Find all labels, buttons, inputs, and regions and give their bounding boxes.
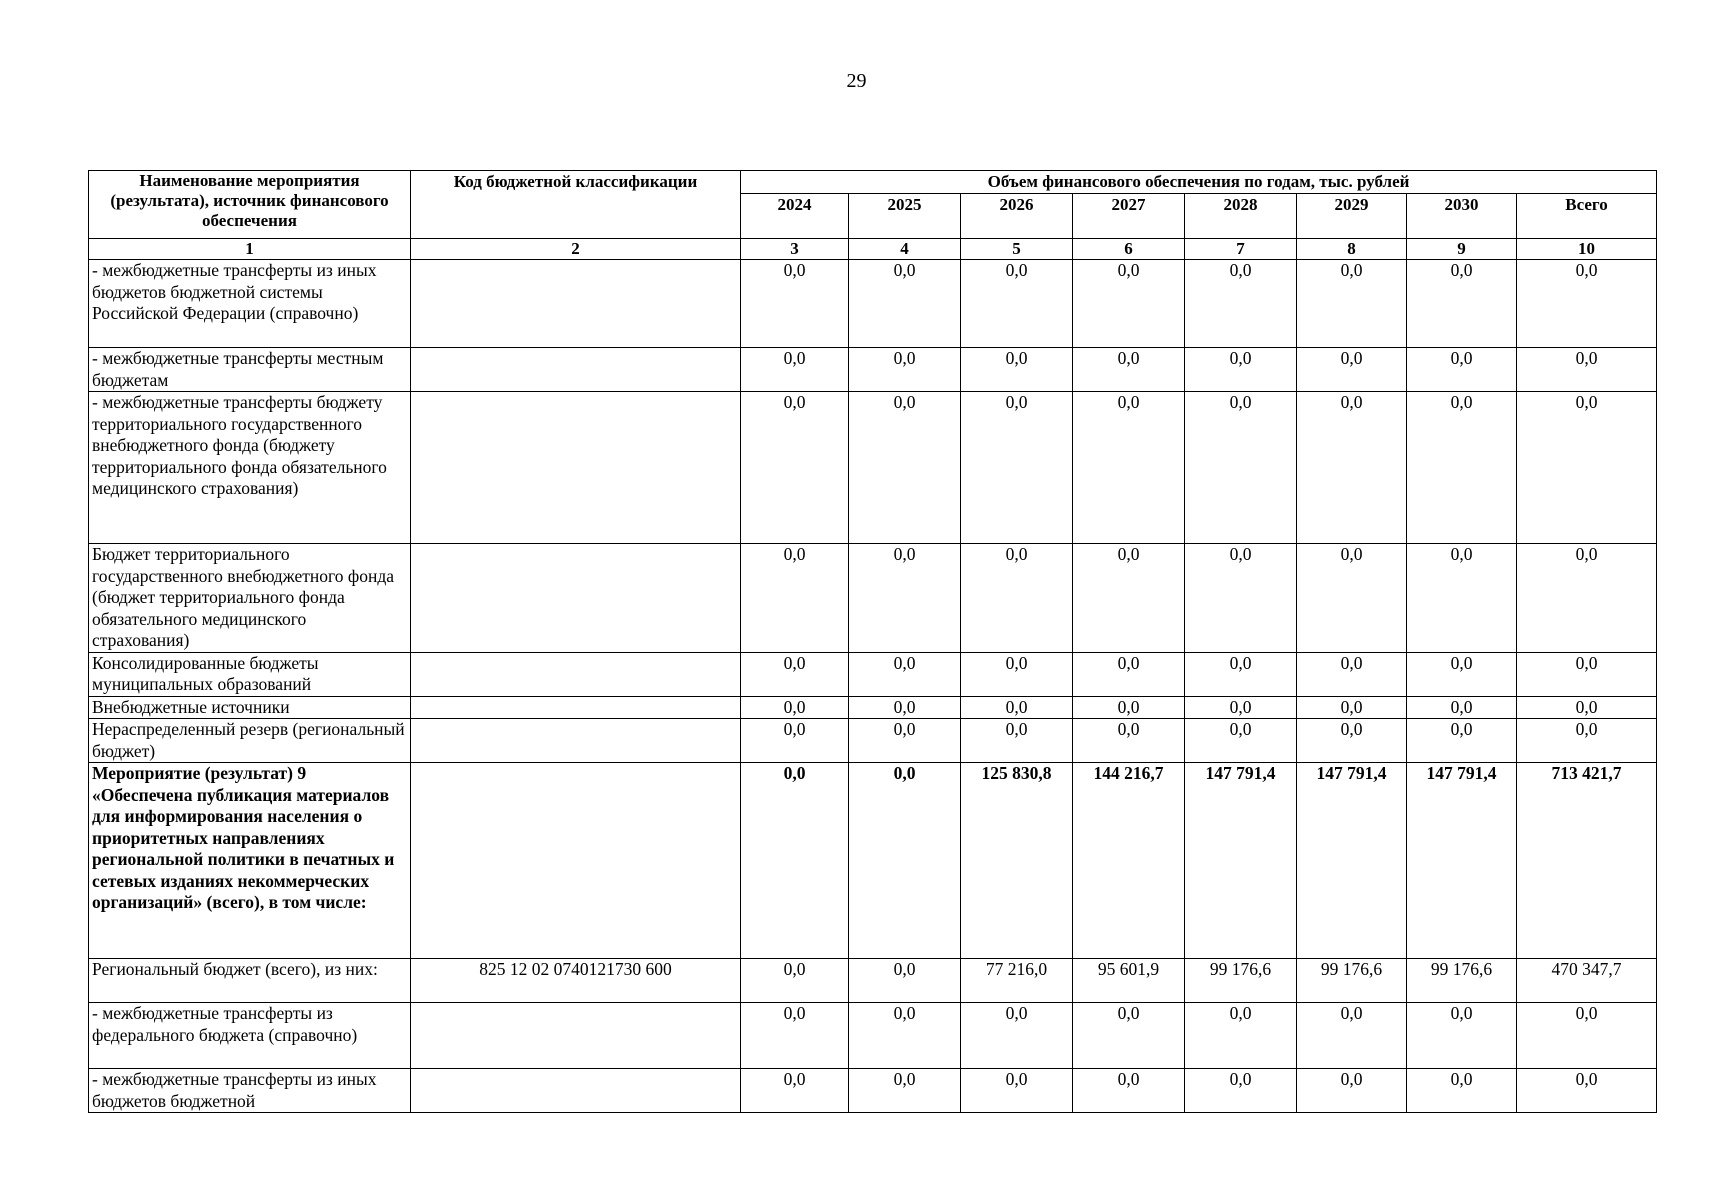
row-year-value: 0,0	[849, 544, 961, 653]
row-year-value: 0,0	[1297, 652, 1407, 696]
row-year-value: 0,0	[849, 652, 961, 696]
row-year-value: 0,0	[1073, 1003, 1185, 1069]
row-budget-code	[411, 719, 741, 763]
row-year-value: 0,0	[741, 260, 849, 348]
table-row	[89, 763, 1657, 959]
row-total-value: 0,0	[1517, 719, 1657, 763]
row-year-value: 0,0	[849, 260, 961, 348]
row-year-value: 0,0	[1073, 719, 1185, 763]
row-year-value: 147 791,4	[1407, 763, 1517, 959]
row-year-value: 0,0	[849, 1069, 961, 1113]
row-year-value: 0,0	[1185, 1069, 1297, 1113]
row-year-value: 0,0	[1073, 392, 1185, 544]
row-year-value: 0,0	[1185, 1003, 1297, 1069]
page-number: 29	[846, 70, 867, 92]
row-year-value: 77 216,0	[961, 959, 1073, 1003]
header-year: 2028	[1185, 194, 1297, 239]
row-year-value: 147 791,4	[1185, 763, 1297, 959]
column-number: 2	[411, 239, 741, 260]
column-number: 8	[1297, 239, 1407, 260]
row-year-value: 0,0	[1407, 1069, 1517, 1113]
row-year-value: 0,0	[961, 348, 1073, 392]
row-budget-code	[411, 1069, 741, 1113]
row-year-value: 0,0	[1073, 260, 1185, 348]
row-year-value: 0,0	[849, 392, 961, 544]
row-year-value: 99 176,6	[1297, 959, 1407, 1003]
row-year-value: 0,0	[1185, 719, 1297, 763]
row-year-value: 0,0	[849, 1003, 961, 1069]
financing-table	[88, 170, 1657, 1113]
row-budget-code	[411, 348, 741, 392]
row-year-value: 0,0	[741, 652, 849, 696]
row-year-value: 0,0	[741, 696, 849, 719]
row-year-value: 0,0	[741, 1003, 849, 1069]
row-total-value: 0,0	[1517, 1069, 1657, 1113]
row-year-value: 0,0	[1185, 544, 1297, 653]
row-budget-code	[411, 260, 741, 348]
row-budget-code	[411, 544, 741, 653]
row-total-value: 0,0	[1517, 260, 1657, 348]
row-budget-code	[411, 652, 741, 696]
row-year-value: 95 601,9	[1073, 959, 1185, 1003]
table-row	[89, 959, 1657, 1003]
row-year-value: 99 176,6	[1407, 959, 1517, 1003]
header-year: 2030	[1407, 194, 1517, 239]
row-year-value: 0,0	[1407, 696, 1517, 719]
row-year-value: 0,0	[1185, 392, 1297, 544]
row-year-value: 0,0	[961, 392, 1073, 544]
row-year-value: 0,0	[1073, 348, 1185, 392]
row-year-value: 0,0	[849, 959, 961, 1003]
row-total-value: 470 347,7	[1517, 959, 1657, 1003]
header-code: Код бюджетной классификации	[411, 171, 741, 239]
row-year-value: 0,0	[1297, 392, 1407, 544]
row-name: - межбюджетные трансферты местным бюджетам	[89, 348, 411, 392]
row-year-value: 0,0	[741, 1069, 849, 1113]
table-row	[89, 392, 1657, 544]
row-year-value: 0,0	[1297, 1003, 1407, 1069]
row-year-value: 0,0	[849, 763, 961, 959]
row-year-value: 0,0	[1297, 719, 1407, 763]
header-year: 2024	[741, 194, 849, 239]
column-number: 3	[741, 239, 849, 260]
table-row	[89, 719, 1657, 763]
row-year-value: 0,0	[741, 544, 849, 653]
row-year-value: 0,0	[849, 696, 961, 719]
column-number: 10	[1517, 239, 1657, 260]
table-row	[89, 696, 1657, 719]
row-year-value: 0,0	[741, 719, 849, 763]
row-year-value: 0,0	[961, 260, 1073, 348]
row-year-value: 0,0	[1407, 260, 1517, 348]
header-year: 2025	[849, 194, 961, 239]
row-name: Мероприятие (результат) 9 «Обеспечена публикация материалов для информирования населения о приоритетных направлениях региональной политики в печатных и сетевых изданиях некоммерческих организаций» (всего), в том числе:	[89, 763, 411, 959]
row-year-value: 144 216,7	[1073, 763, 1185, 959]
row-year-value: 0,0	[1073, 652, 1185, 696]
row-name: Нераспределенный резерв (региональный бюджет)	[89, 719, 411, 763]
row-total-value: 0,0	[1517, 652, 1657, 696]
column-number: 1	[89, 239, 411, 260]
column-number: 9	[1407, 239, 1517, 260]
row-year-value: 0,0	[741, 348, 849, 392]
row-budget-code	[411, 696, 741, 719]
row-year-value: 0,0	[741, 392, 849, 544]
row-year-value: 0,0	[961, 652, 1073, 696]
row-year-value: 0,0	[1297, 1069, 1407, 1113]
row-name: Региональный бюджет (всего), из них:	[89, 959, 411, 1003]
row-total-value: 0,0	[1517, 1003, 1657, 1069]
row-total-value: 713 421,7	[1517, 763, 1657, 959]
row-year-value: 0,0	[1297, 348, 1407, 392]
header-year: 2026	[961, 194, 1073, 239]
row-name: Консолидированные бюджеты муниципальных образований	[89, 652, 411, 696]
row-year-value: 0,0	[1407, 392, 1517, 544]
row-year-value: 0,0	[961, 544, 1073, 653]
row-year-value: 0,0	[1407, 719, 1517, 763]
row-budget-code	[411, 392, 741, 544]
row-budget-code: 825 12 02 0740121730 600	[411, 959, 741, 1003]
header-group: Объем финансового обеспечения по годам, тыс. рублей	[741, 171, 1657, 194]
row-year-value: 0,0	[961, 1003, 1073, 1069]
row-year-value: 0,0	[1407, 652, 1517, 696]
row-budget-code	[411, 763, 741, 959]
row-year-value: 0,0	[961, 696, 1073, 719]
row-name: - межбюджетные трансферты из федерального бюджета (справочно)	[89, 1003, 411, 1069]
row-year-value: 0,0	[1073, 1069, 1185, 1113]
table-row	[89, 1003, 1657, 1069]
row-year-value: 0,0	[1407, 1003, 1517, 1069]
row-name: Бюджет территориального государственного внебюджетного фонда (бюджет территориального фонда обязательного медицинского страхования)	[89, 544, 411, 653]
column-number: 5	[961, 239, 1073, 260]
table-row	[89, 260, 1657, 348]
row-name: - межбюджетные трансферты из иных бюджетов бюджетной	[89, 1069, 411, 1113]
column-number: 6	[1073, 239, 1185, 260]
row-year-value: 0,0	[741, 959, 849, 1003]
row-name: - межбюджетные трансферты из иных бюджетов бюджетной системы Российской Федерации (справочно)	[89, 260, 411, 348]
row-year-value: 125 830,8	[961, 763, 1073, 959]
table-row	[89, 652, 1657, 696]
table-row	[89, 1069, 1657, 1113]
table-row	[89, 348, 1657, 392]
row-budget-code	[411, 1003, 741, 1069]
row-year-value: 0,0	[1407, 348, 1517, 392]
row-year-value: 0,0	[1185, 652, 1297, 696]
row-year-value: 0,0	[849, 719, 961, 763]
header-numbers-row	[89, 239, 1657, 260]
row-year-value: 0,0	[1297, 260, 1407, 348]
row-year-value: 0,0	[741, 763, 849, 959]
table-row	[89, 544, 1657, 653]
row-year-value: 99 176,6	[1185, 959, 1297, 1003]
row-year-value: 0,0	[1073, 544, 1185, 653]
header-year: 2029	[1297, 194, 1407, 239]
row-year-value: 0,0	[1185, 260, 1297, 348]
row-year-value: 0,0	[849, 348, 961, 392]
row-year-value: 147 791,4	[1297, 763, 1407, 959]
row-year-value: 0,0	[1185, 348, 1297, 392]
row-total-value: 0,0	[1517, 544, 1657, 653]
row-name: - межбюджетные трансферты бюджету территориального государственного внебюджетного фонда (бюджету территориального фонда обязательного медицинского страхования)	[89, 392, 411, 544]
row-year-value: 0,0	[1185, 696, 1297, 719]
row-total-value: 0,0	[1517, 392, 1657, 544]
column-number: 4	[849, 239, 961, 260]
row-year-value: 0,0	[961, 1069, 1073, 1113]
row-year-value: 0,0	[1297, 696, 1407, 719]
column-number: 7	[1185, 239, 1297, 260]
row-year-value: 0,0	[1407, 544, 1517, 653]
header-name: Наименование мероприятия (результата), источник финансового обеспечения	[89, 171, 411, 239]
row-year-value: 0,0	[961, 719, 1073, 763]
header-total: Всего	[1517, 194, 1657, 239]
row-total-value: 0,0	[1517, 696, 1657, 719]
row-year-value: 0,0	[1073, 696, 1185, 719]
row-name: Внебюджетные источники	[89, 696, 411, 719]
header-year: 2027	[1073, 194, 1185, 239]
row-year-value: 0,0	[1297, 544, 1407, 653]
row-total-value: 0,0	[1517, 348, 1657, 392]
